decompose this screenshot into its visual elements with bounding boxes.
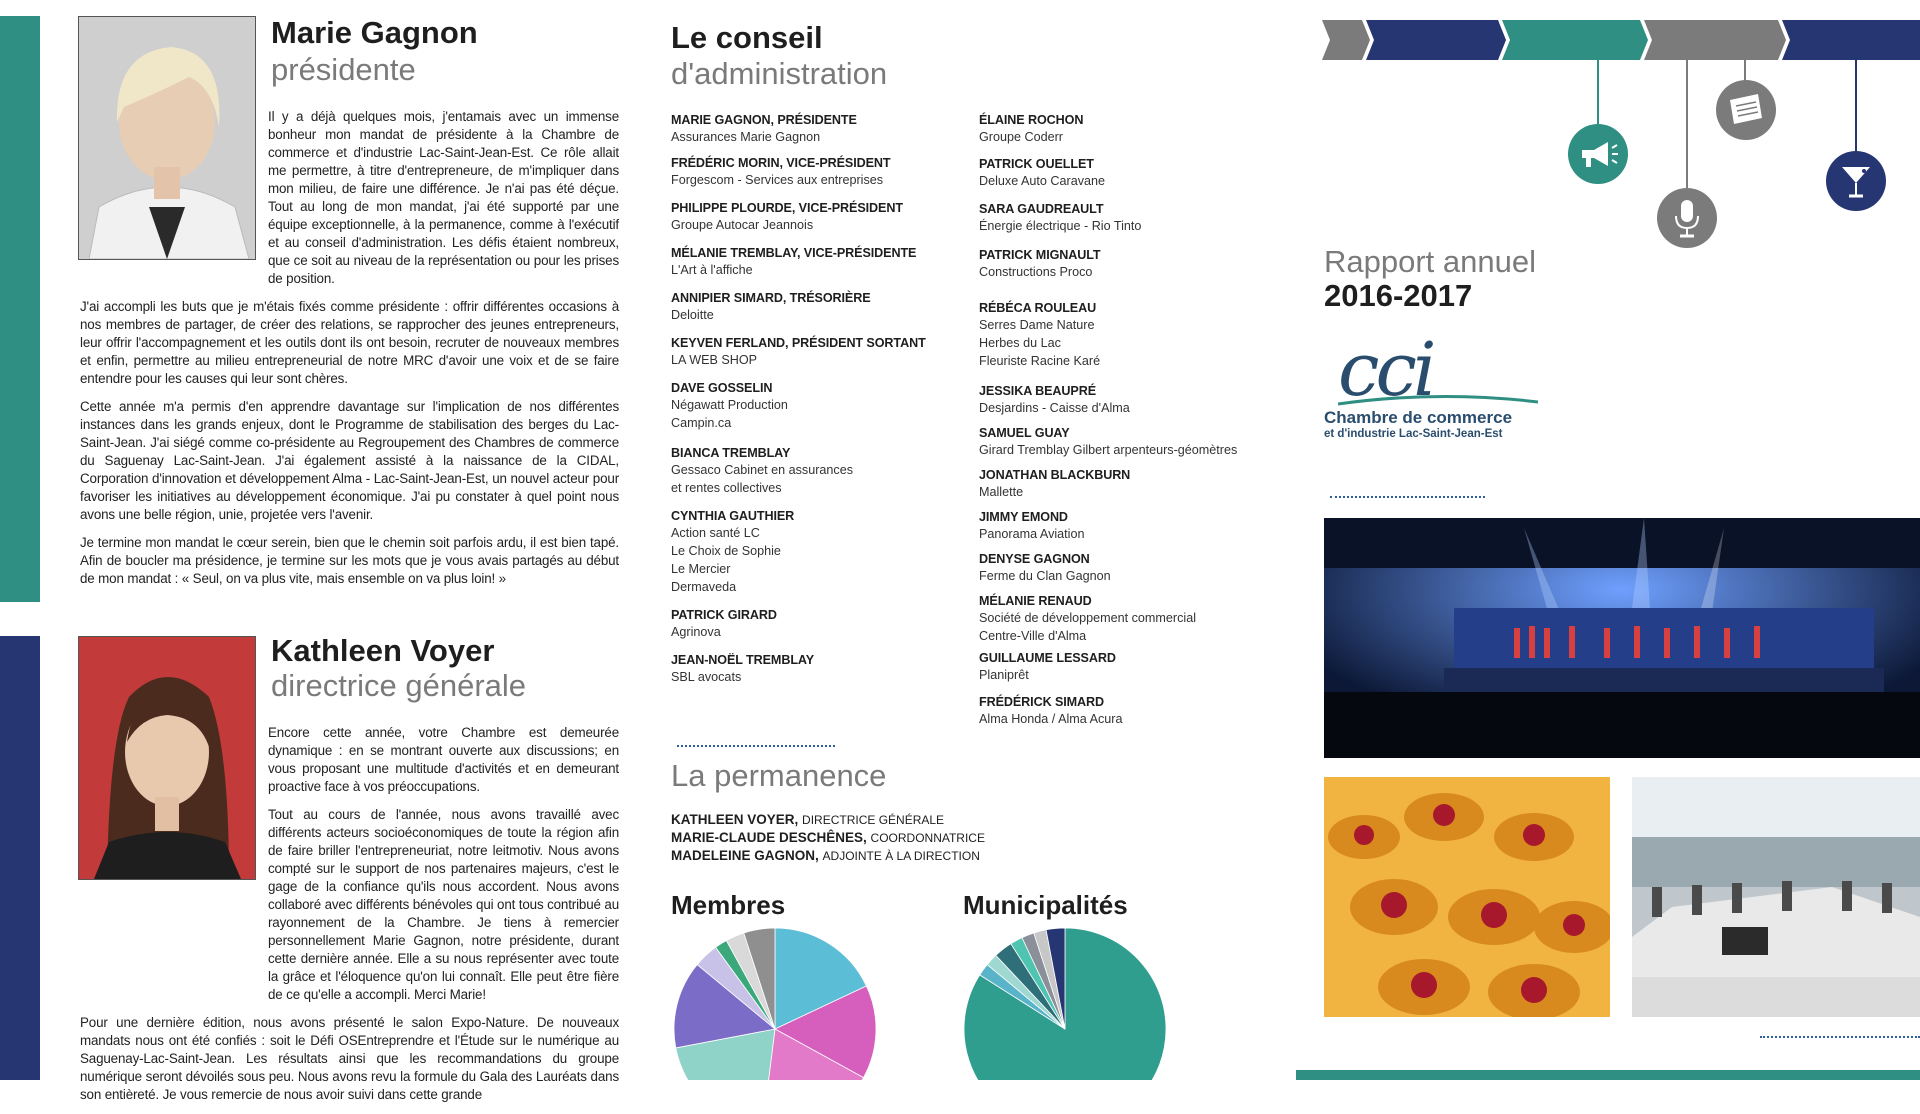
board-member-organization: Deluxe Auto Caravane xyxy=(979,174,1106,188)
staff-name: KATHLEEN VOYER, xyxy=(671,812,799,827)
board-member-name: KEYVEN FERLAND, PRÉSIDENT SORTANT xyxy=(671,336,926,350)
permanence-title: La permanence xyxy=(671,758,887,793)
board-member-organization: Énergie électrique - Rio Tinto xyxy=(979,219,1142,233)
board-member xyxy=(979,694,1279,728)
logo-swoosh xyxy=(1338,394,1538,408)
board-member-name: FRÉDÉRICK SIMARD xyxy=(979,695,1105,709)
board-member-name: ANNIPIER SIMARD, TRÉSORIÈRE xyxy=(671,291,871,305)
chevron-teal xyxy=(1502,20,1648,60)
board-member-organization: Centre-Ville d'Alma xyxy=(979,629,1087,643)
board-member-organization: Groupe Autocar Jeannois xyxy=(671,218,814,232)
board-member-organization: Forgescom - Services aux entreprises xyxy=(671,173,884,187)
board-member-organization: Herbes du Lac xyxy=(979,336,1061,350)
concert-photo xyxy=(1324,518,1920,758)
board-member-organization: Assurances Marie Gagnon xyxy=(671,130,821,144)
chevron-banner xyxy=(1322,18,1920,62)
board-member xyxy=(979,425,1279,459)
board-member-organization: Alma Honda / Alma Acura xyxy=(979,712,1123,726)
meeting-photo xyxy=(1632,777,1920,1017)
board-member-organization: Le Mercier xyxy=(671,562,731,576)
right-divider-1 xyxy=(1330,496,1485,498)
food-photo xyxy=(1324,777,1610,1017)
board-member-organization: LA WEB SHOP xyxy=(671,353,758,367)
board-member xyxy=(671,155,971,189)
cci-logo xyxy=(1322,327,1562,448)
accent-bar-teal xyxy=(0,16,40,602)
president-paragraph-2: J'ai accompli les buts que je m'étais fixés comme présidente : offrir différentes occasions à nos membres de partager, de créer des relations, se rapprocher des jeunes entrepreneurs, leur offrir l'accompagnement et les outils dont ils ont besoin, recruter de nouveaux membres et enfin, permettre au milieu entrepreneurial de notre MRC d'avoir une voix et de se faire entendre pour les causes qui leur sont chères. xyxy=(80,299,619,386)
board-member-name: MÉLANIE TREMBLAY, VICE-PRÉSIDENTE xyxy=(671,246,917,260)
board-member-organization: L'Art à l'affiche xyxy=(671,263,753,277)
board-member xyxy=(671,335,971,369)
concert-scene xyxy=(1324,518,1920,758)
board-member-organization: Groupe Coderr xyxy=(979,130,1063,144)
board-member xyxy=(671,200,971,234)
board-member-name: MARIE GAGNON, PRÉSIDENTE xyxy=(671,113,857,127)
president-portrait xyxy=(79,17,255,259)
president-paragraph-3: Cette année m'a permis d'en apprendre davantage sur l'implication de nos différentes instances dans les grands enjeux, dont le Programme de stabilisation des berges du Lac-Saint-Jean. J'ai siégé comme co-présidente au Regroupement des Chambres de commerce du Saguenay Lac-Saint-Jean. J'ai également assisté à la naissance de la CIDAL, Corporation d'innovation et développement Alma - Lac-Saint-Jean-Est, un nouvel acteur pour favoriser les initiatives au développement économique. J'ai pu constater à quel point nous avons une belle région, unie, projetée vers l'avenir. xyxy=(80,399,619,522)
director-paragraph-2: Tout au cours de l'année, nous avons travaillé avec différents acteurs socioéconomiques de toute la région afin de faire briller l'entrepreneuriat, notre leitmotiv. Nous avons compté sur le support de nos partenaires majeurs, c'est le gage de la confiance qu'ils nous accordent. Nous avons collaboré avec différents bénévoles qui ont tous contribué au rayonnement de la Chambre. Je tiens à remercier personnellement Marie Gagnon, notre présidente, durant cette dernière année. Elle a su nous représenter avec toute la grâce et l'éloquence qu'on lui connaît. Elle peut être fière de ce qu'elle a accompli. Merci Marie! xyxy=(268,807,619,1002)
board-member-name: GUILLAUME LESSARD xyxy=(979,651,1116,665)
members-chart-title: Membres xyxy=(671,890,786,920)
president-letter-cont xyxy=(80,298,619,598)
board-member-organization: Planiprêt xyxy=(979,668,1029,682)
permanence-list xyxy=(671,811,1071,865)
board-member-organization: Action santé LC xyxy=(671,526,760,540)
board-member xyxy=(979,156,1279,190)
board-member xyxy=(979,650,1279,684)
board-member-organization: Dermaveda xyxy=(671,580,737,594)
board-member-name: PATRICK OUELLET xyxy=(979,157,1094,171)
board-member-organization: Le Choix de Sophie xyxy=(671,544,781,558)
director-letter xyxy=(268,724,619,806)
logo-mark: cci xyxy=(1338,327,1433,413)
chevron-grey-1 xyxy=(1322,20,1370,60)
municipalities-chart-title: Municipalités xyxy=(963,890,1128,920)
board-member xyxy=(671,607,971,641)
board-member xyxy=(979,509,1279,543)
director-name: Kathleen Voyer xyxy=(271,633,495,668)
permanence-divider xyxy=(677,745,835,747)
board-member-organization: Négawatt Production xyxy=(671,398,788,412)
board-member xyxy=(671,290,971,324)
accent-bar-navy xyxy=(0,636,40,1080)
board-member xyxy=(979,551,1279,585)
staff-role: ADJOINTE À LA DIRECTION xyxy=(822,849,980,863)
board-member-name: PATRICK GIRARD xyxy=(671,608,777,622)
president-paragraph-4: Je termine mon mandat le cœur serein, bien que le chemin soit parfois ardu, il est bien tapé. Afin de boucler ma présidence, je termine sur les mots que je vous avais partagés au début de mon mandat : « Seul, on va plus vite, mais ensemble on va plus loin! » xyxy=(80,535,619,586)
staff-name: MARIE-CLAUDE DESCHÊNES, xyxy=(671,830,867,845)
meeting-scene xyxy=(1632,777,1920,1017)
staff-name: MADELEINE GAGNON, xyxy=(671,848,819,863)
board-member-name: BIANCA TREMBLAY xyxy=(671,446,791,460)
president-title: présidente xyxy=(271,52,416,87)
microphone-icon xyxy=(1657,188,1717,248)
board-member-name: DENYSE GAGNON xyxy=(979,552,1090,566)
staff-role: COORDONNATRICE xyxy=(870,831,985,845)
director-paragraph-1: Encore cette année, votre Chambre est demeurée dynamique : en se montrant ouverte aux discussions; en vous proposant une multitude d'activités et en demeurant proactive face à vos préoccupations. xyxy=(268,725,619,794)
food-scene xyxy=(1324,777,1610,1017)
board-member-organization: Fleuriste Racine Karé xyxy=(979,354,1101,368)
board-member-name: JEAN-NOËL TREMBLAY xyxy=(671,653,815,667)
board-member-organization: Société de développement commercial xyxy=(979,611,1197,625)
members-pie-chart xyxy=(672,926,878,1080)
president-paragraph-1: Il y a déjà quelques mois, j'entamais avec un immense bonheur mon mandat de présidente à la Chambre de commerce et d'industrie Lac-Saint-Jean-Est. Ce rôle allait me permettre, à titre d'entrepreneure, de m'impliquer dans mon milieu, de faire une différence. Je n'ai pas été déçue. Tout au long de mon mandat, j'ai été supporté par une équipe exceptionnelle, à la permanence, comme à l'exécutif et au conseil d'administration. Les défis étaient nombreux, que ce soit au niveau de la représentation ou pour les prises de position. xyxy=(268,109,619,286)
board-member-name: FRÉDÉRIC MORIN, VICE-PRÉSIDENT xyxy=(671,156,891,170)
board-member-name: CYNTHIA GAUTHIER xyxy=(671,509,795,523)
board-member-organization: Desjardins - Caisse d'Alma xyxy=(979,401,1130,415)
board-member xyxy=(979,383,1279,417)
board-member xyxy=(979,201,1279,235)
board-member-name: SARA GAUDREAULT xyxy=(979,202,1104,216)
board-member-name: JESSIKA BEAUPRÉ xyxy=(979,384,1097,398)
board-member xyxy=(671,508,971,596)
board-member-name: MÉLANIE RENAUD xyxy=(979,594,1092,608)
logo-line-1: Chambre de commerce xyxy=(1324,408,1513,427)
board-member-organization: SBL avocats xyxy=(671,670,742,684)
board-member-organization: Panorama Aviation xyxy=(979,527,1085,541)
staff-member xyxy=(671,829,1071,847)
staff-member xyxy=(671,847,1071,865)
staff-role: DIRECTRICE GÉNÉRALE xyxy=(802,813,945,827)
board-member-name: PATRICK MIGNAULT xyxy=(979,248,1101,262)
board-member-organization: Campin.ca xyxy=(671,416,732,430)
report-label: Rapport annuel xyxy=(1324,244,1536,279)
megaphone-icon xyxy=(1568,124,1628,184)
board-member xyxy=(671,445,971,497)
board-title: Le conseil xyxy=(671,20,823,55)
board-member xyxy=(979,247,1279,281)
chevron-navy-2 xyxy=(1782,20,1920,60)
board-member xyxy=(979,112,1279,146)
board-member-organization: Constructions Proco xyxy=(979,265,1093,279)
board-subtitle: d'administration xyxy=(671,56,888,91)
board-member-organization: Mallette xyxy=(979,485,1024,499)
director-title: directrice générale xyxy=(271,668,527,703)
board-member-name: SAMUEL GUAY xyxy=(979,426,1070,440)
right-divider-2 xyxy=(1760,1036,1920,1038)
board-member xyxy=(979,467,1279,501)
board-member xyxy=(671,380,971,432)
cocktail-icon xyxy=(1826,151,1886,211)
president-photo xyxy=(78,16,256,260)
board-member-organization: Serres Dame Nature xyxy=(979,318,1095,332)
board-member xyxy=(671,652,971,686)
municipalities-pie-chart xyxy=(962,926,1168,1080)
report-year: 2016-2017 xyxy=(1324,278,1473,313)
board-member-organization: Ferme du Clan Gagnon xyxy=(979,569,1111,583)
board-member xyxy=(979,300,1279,370)
board-member-organization: Deloitte xyxy=(671,308,714,322)
board-member-name: ÉLAINE ROCHON xyxy=(979,113,1084,127)
board-member-organization: et rentes collectives xyxy=(671,481,782,495)
director-letter-cont xyxy=(80,806,619,1114)
board-member-organization: Girard Tremblay Gilbert arpenteurs-géomètres xyxy=(979,443,1238,457)
director-paragraph-3: Pour une dernière édition, nous avons présenté le salon Expo-Nature. De nouveaux mandats nous ont été confiés : soit le Défi OSEntreprendre et l'Étude sur le numérique au Saguenay-Lac-Saint-Jean. Les résultats ainsi que les recommandations du groupe numérique seront dévoilés sous peu. Nous avons revu la formule du Gala des Lauréats dans son entièreté. Je vous remercie de nous avoir suivi dans cette grande xyxy=(80,1015,619,1102)
logo-line-2: et d'industrie Lac-Saint-Jean-Est xyxy=(1324,428,1503,440)
chevron-grey-2 xyxy=(1644,20,1786,60)
staff-member xyxy=(671,811,1071,829)
board-member-name: JONATHAN BLACKBURN xyxy=(979,468,1131,482)
board-member-name: RÉBÉCA ROULEAU xyxy=(979,301,1097,315)
bottom-teal-bar xyxy=(1296,1070,1920,1080)
board-member-organization: Agrinova xyxy=(671,625,721,639)
president-name: Marie Gagnon xyxy=(271,15,478,50)
board-member-name: DAVE GOSSELIN xyxy=(671,381,773,395)
newspaper-icon xyxy=(1716,80,1776,140)
board-member-organization: Gessaco Cabinet en assurances xyxy=(671,463,854,477)
board-member xyxy=(979,593,1279,645)
chevron-navy-1 xyxy=(1366,20,1506,60)
board-member xyxy=(671,245,971,279)
president-letter xyxy=(268,108,619,298)
board-member-name: PHILIPPE PLOURDE, VICE-PRÉSIDENT xyxy=(671,201,903,215)
board-member-name: JIMMY EMOND xyxy=(979,510,1068,524)
board-member xyxy=(671,112,971,146)
